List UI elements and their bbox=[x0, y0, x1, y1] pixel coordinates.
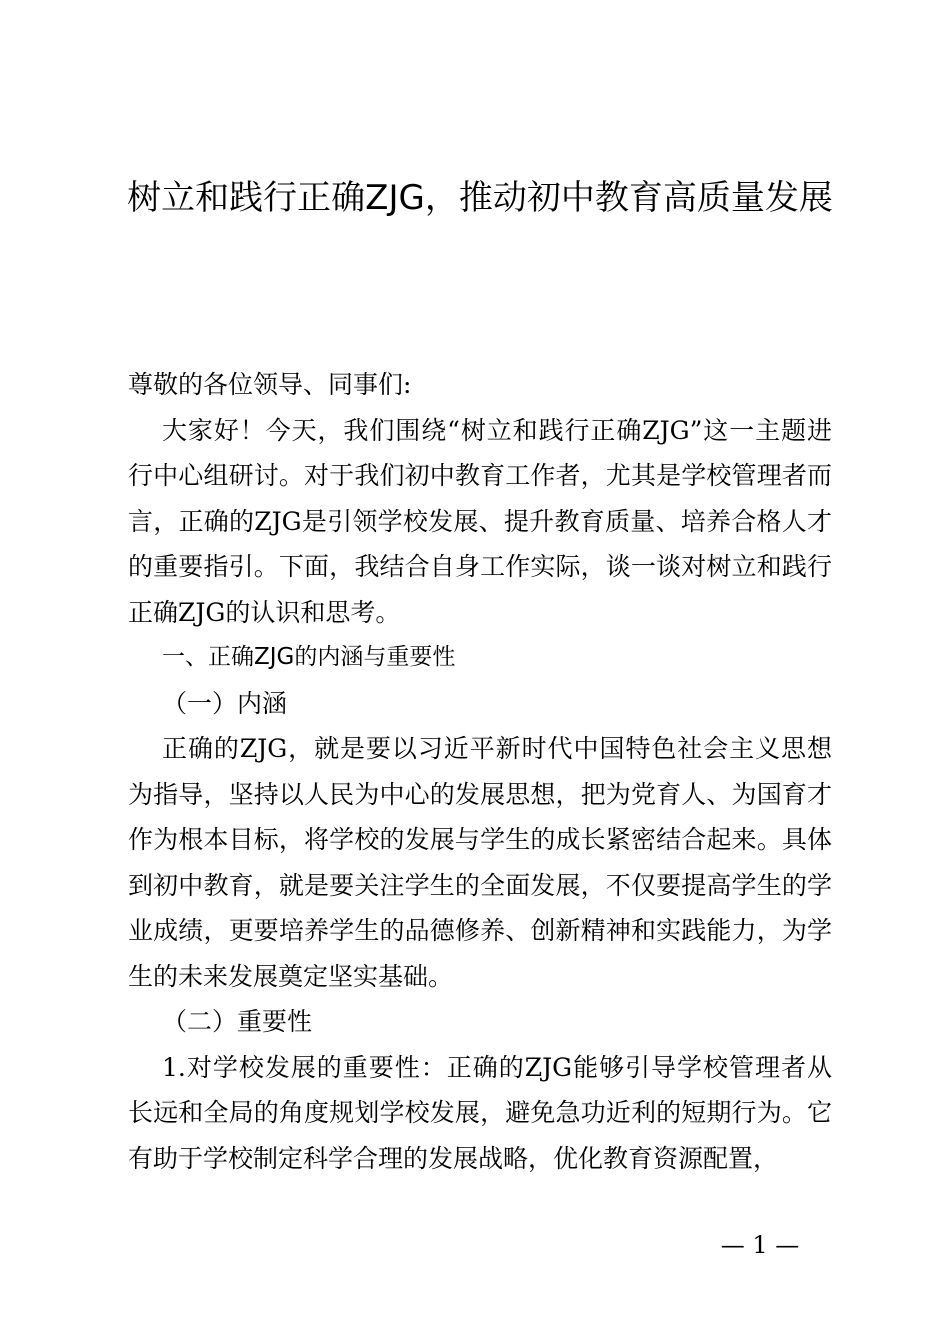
document-title: 树立和践行正确ZJG，推动初中教育高质量发展 bbox=[127, 178, 833, 218]
paragraph-connotation: 正确的ZJG，就是要以习近平新时代中国特色社会主义思想为指导，坚持以人民为中心的发展思想，把为党育人、为国育才作为根本目标，将学校的发展与学生的成长紧密结合起来。具体到初中教育，就是要关注学生的全面发展，不仅要提高学生的学业成绩，更要培养学生的品德修养、创新精神和实践能力，为学生的未来发展奠定坚实基础。 bbox=[128, 734, 832, 991]
subsection-heading-connotation: （一）内涵 bbox=[162, 688, 288, 718]
subsection-heading-importance: （二）重要性 bbox=[162, 1007, 313, 1036]
page-number: — 1 — bbox=[720, 1231, 800, 1259]
paragraph-intro: 大家好！今天，我们围绕“树立和践行正确ZJG”这一主题进行中心组研讨。对于我们初中教育工作者，尤其是学校管理者而言，正确的ZJG是引领学校发展、提升教育质量、培养合格人才的重要指引。下面，我结合自身工作实际，谈一谈对树立和践行正确ZJG的认识和思考。 bbox=[128, 415, 832, 627]
section-heading-1: 一、正确ZJG的内涵与重要性 bbox=[162, 644, 456, 670]
salutation: 尊敬的各位领导、同事们: bbox=[128, 370, 412, 399]
paragraph-importance-1: 1.对学校发展的重要性：正确的ZJG能够引导学校管理者从长远和全局的角度规划学校发展，避免急功近利的短期行为。它有助于学校制定科学合理的发展战略，优化教育资源配置， bbox=[128, 1052, 832, 1173]
document-body bbox=[128, 362, 832, 1181]
